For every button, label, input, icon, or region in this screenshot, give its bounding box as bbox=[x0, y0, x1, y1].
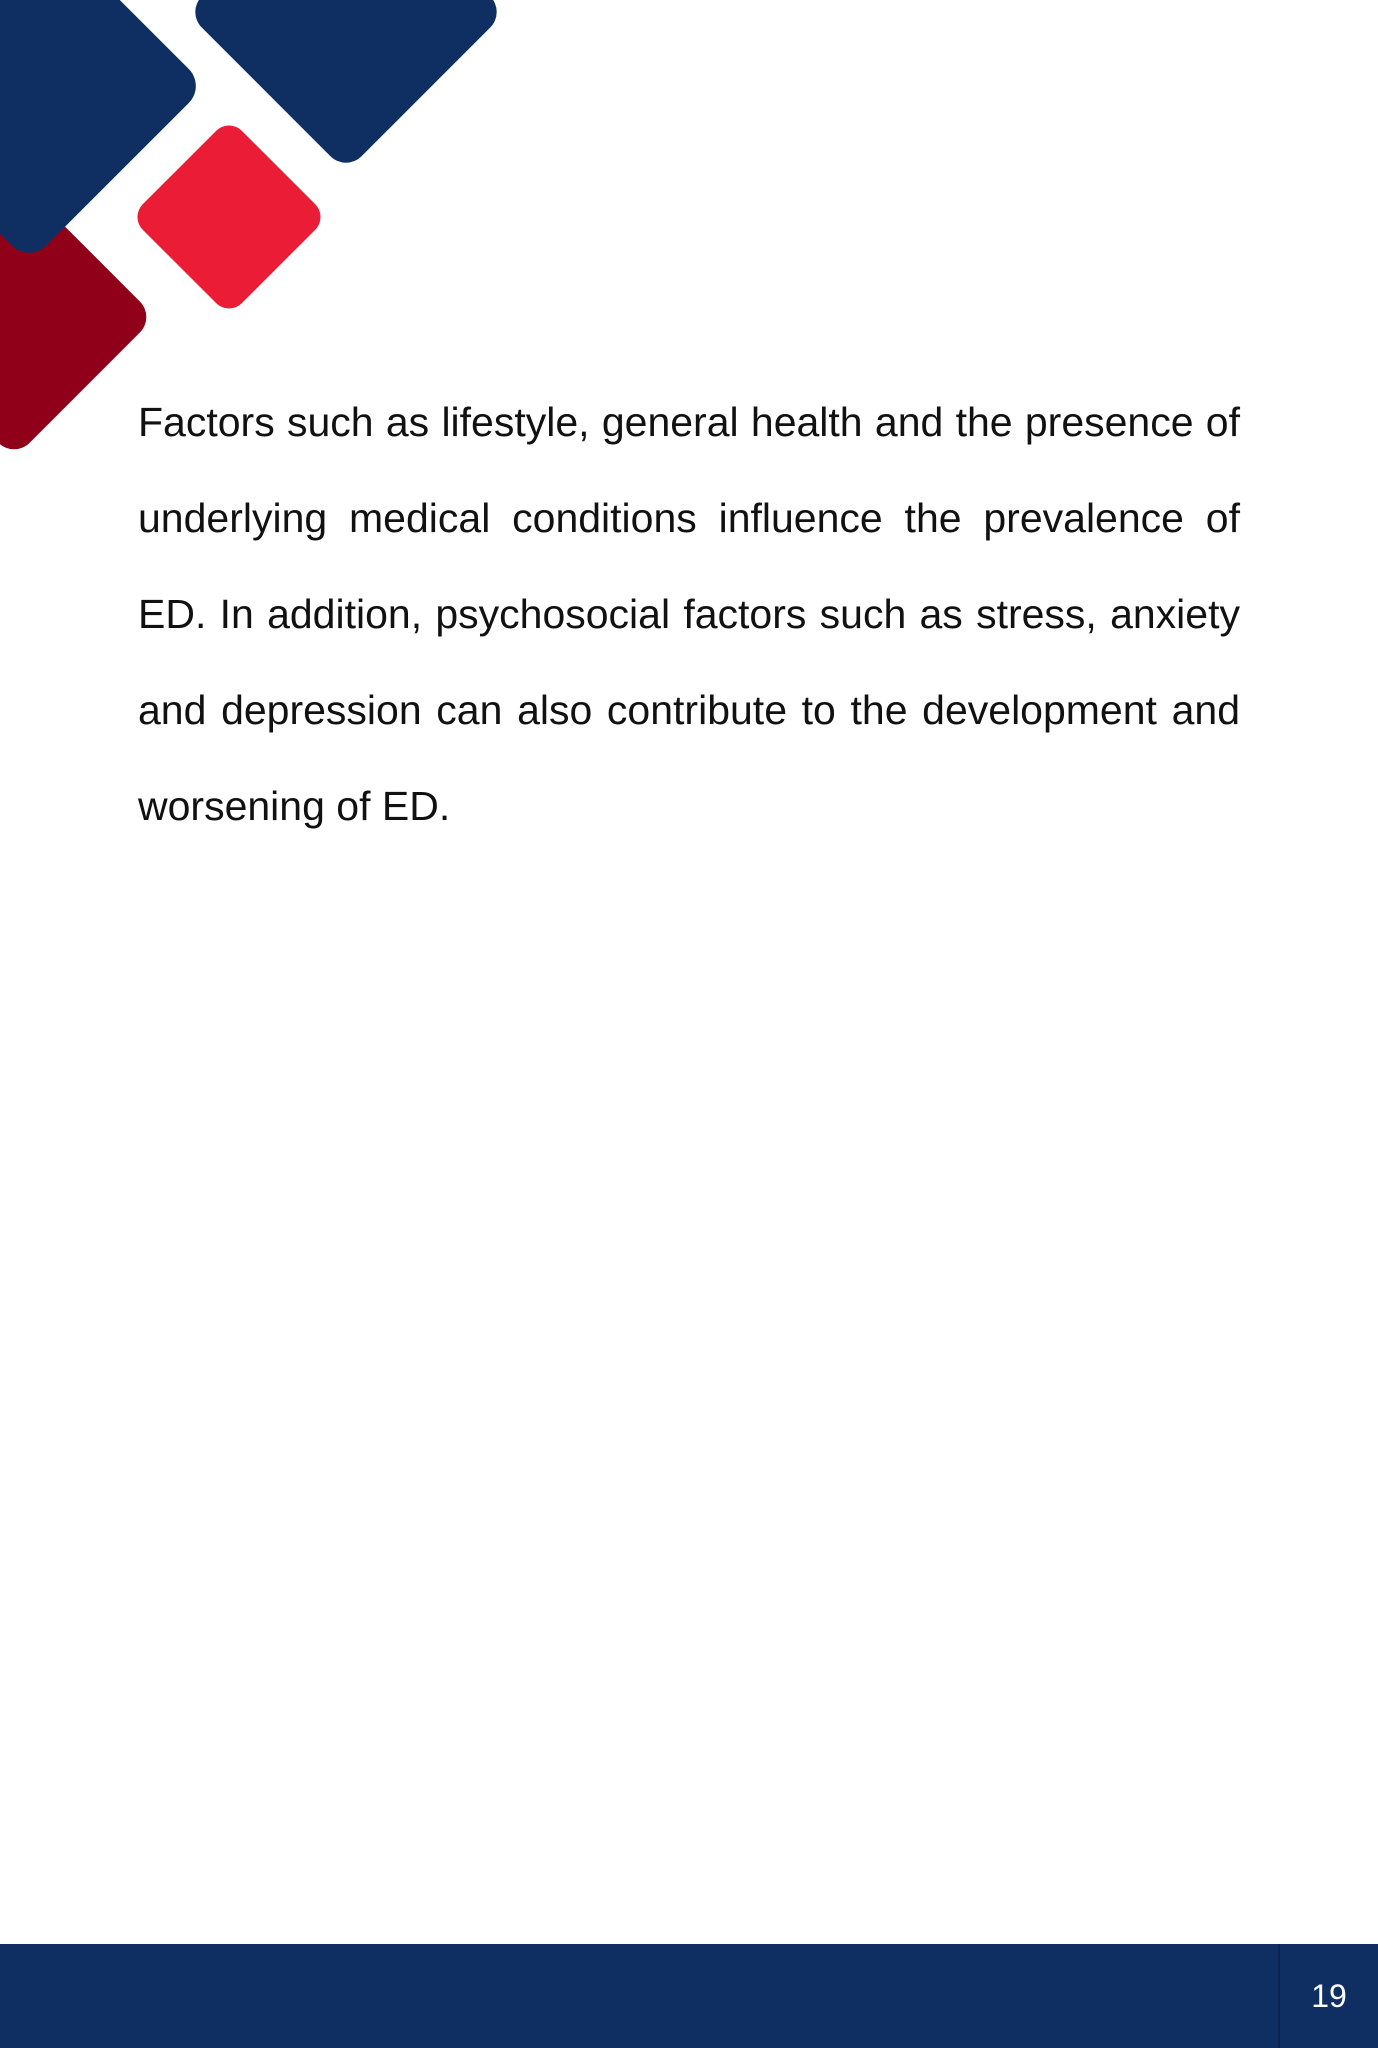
footer-bar bbox=[0, 1944, 1378, 2048]
page-number: 19 bbox=[1311, 1978, 1347, 2014]
body-paragraph: Factors such as lifestyle, general health and the presence of underlying medical conditions influence the prevalence of ED. In addition, psychosocial factors such as stress, anxiety and depression can also contribute to the development and worsening of ED. bbox=[138, 399, 1240, 829]
red-diamond bbox=[130, 118, 328, 316]
